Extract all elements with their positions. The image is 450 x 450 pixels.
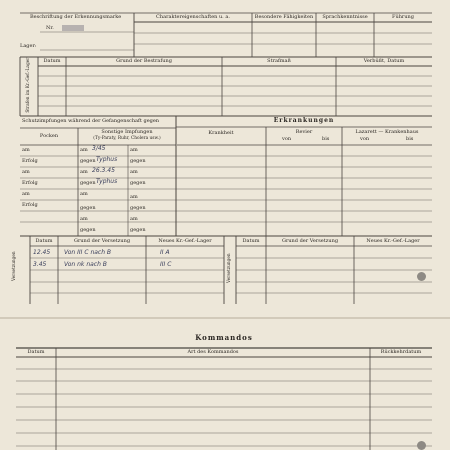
kommandos-type-header: Art des Kommandos	[187, 349, 239, 355]
nr-label: Nr.	[46, 25, 54, 31]
other-am: am	[80, 216, 88, 222]
lazarett-header: Lazarett — Krankenhaus	[355, 129, 419, 135]
character-header: Charaktereigenschaften u. a.	[156, 14, 230, 20]
punch-hole	[417, 272, 426, 281]
illnesses-title: Erkrankungen	[273, 117, 335, 124]
pocken-header: Pocken	[39, 133, 59, 139]
pocken-erfolg: Erfolg	[22, 180, 38, 186]
lazarett-von: von	[360, 136, 370, 142]
handwritten-date: 26.3.45	[92, 167, 115, 174]
pocken-am: am	[22, 169, 30, 175]
punish-date-header: Datum	[43, 58, 61, 64]
conduct-header: Führung	[392, 14, 414, 20]
handwritten-typhus: Typhus	[96, 178, 118, 185]
transfer-row-camp: II A	[160, 249, 170, 256]
transfer-date-header: Datum	[35, 238, 53, 244]
other-vaccinations-header: Sonstige Impfungen	[101, 129, 153, 135]
illness-header: Krankheit	[208, 130, 234, 136]
other-am: am	[80, 169, 88, 175]
transfer-camp-header: Neues Kr.-Gef.-Lager	[158, 238, 212, 244]
transfer-row-date: 3.45	[33, 261, 47, 268]
transfer-row-date: 12.45	[33, 249, 51, 256]
transfer-row-reason: Von nk nach B	[64, 261, 107, 268]
punch-hole	[417, 441, 426, 450]
punish-reason-header: Grund der Bestrafung	[116, 58, 172, 64]
transfer-camp-header-2: Neues Kr.-Gef.-Lager	[366, 238, 420, 244]
other-am-2: am	[130, 216, 138, 222]
transfer-date-header-2: Datum	[242, 238, 260, 244]
kommandos-return-header: Rückkehrdatum	[380, 349, 422, 355]
other-gegen: gegen	[80, 158, 96, 164]
other-gegen-2: gegen	[130, 227, 146, 233]
transfer-reason-header-2: Grund der Versetzung	[281, 238, 339, 244]
other-gegen-2: gegen	[130, 158, 146, 164]
other-gegen: gegen	[80, 227, 96, 233]
other-gegen-2: gegen	[130, 205, 146, 211]
kommandos-date-header: Datum	[27, 349, 45, 355]
revier-bis: bis	[322, 136, 330, 142]
other-am-2: am	[130, 147, 138, 153]
pocken-am: am	[22, 147, 30, 153]
other-vaccinations-subheader: (Ty-Paraty, Ruhr, Cholera usw.)	[93, 136, 161, 141]
other-am-2: am	[130, 194, 138, 200]
other-gegen: gegen	[80, 205, 96, 211]
other-gegen: gegen	[80, 180, 96, 186]
transfers-side-label-2: Versetzungen	[226, 253, 232, 283]
pocken-erfolg: Erfolg	[22, 158, 38, 164]
revier-header: Revier	[295, 129, 313, 135]
handwritten-typhus: Typhus	[96, 156, 118, 163]
kommandos-title: Kommandos	[195, 333, 253, 342]
other-am: am	[80, 147, 88, 153]
lazarett-bis: bis	[406, 136, 414, 142]
transfer-row-reason: Von III C nach B	[64, 249, 112, 256]
transfer-reason-header: Grund der Versetzung	[73, 238, 131, 244]
skills-header: Besondere Fähigkeiten	[254, 14, 314, 20]
handwritten-date: 3/45	[92, 145, 106, 152]
languages-header: Sprachkenntnisse	[322, 14, 368, 20]
other-am: am	[80, 191, 88, 197]
punish-served-header: Verbüßt, Datum	[363, 58, 405, 64]
other-am-2: am	[130, 169, 138, 175]
vaccination-title: Schutzimpfungen während der Gefangenschaft gegen	[22, 118, 160, 124]
pocken-am: am	[22, 191, 30, 197]
transfer-row-camp: III C	[160, 261, 172, 268]
lager-label: Lager:	[20, 43, 37, 49]
id-tag-label: Beschriftung der Erkennungsmarke	[30, 14, 122, 20]
pocken-erfolg: Erfolg	[22, 202, 38, 208]
punish-penalty-header: Strafmaß	[267, 58, 291, 64]
other-gegen-2: gegen	[130, 180, 146, 186]
revier-von: von	[282, 136, 292, 142]
punishments-side-label: Strafen im Kr.-Gef.-Lager	[25, 57, 31, 113]
transfers-side-label: Versetzungen	[11, 251, 17, 281]
